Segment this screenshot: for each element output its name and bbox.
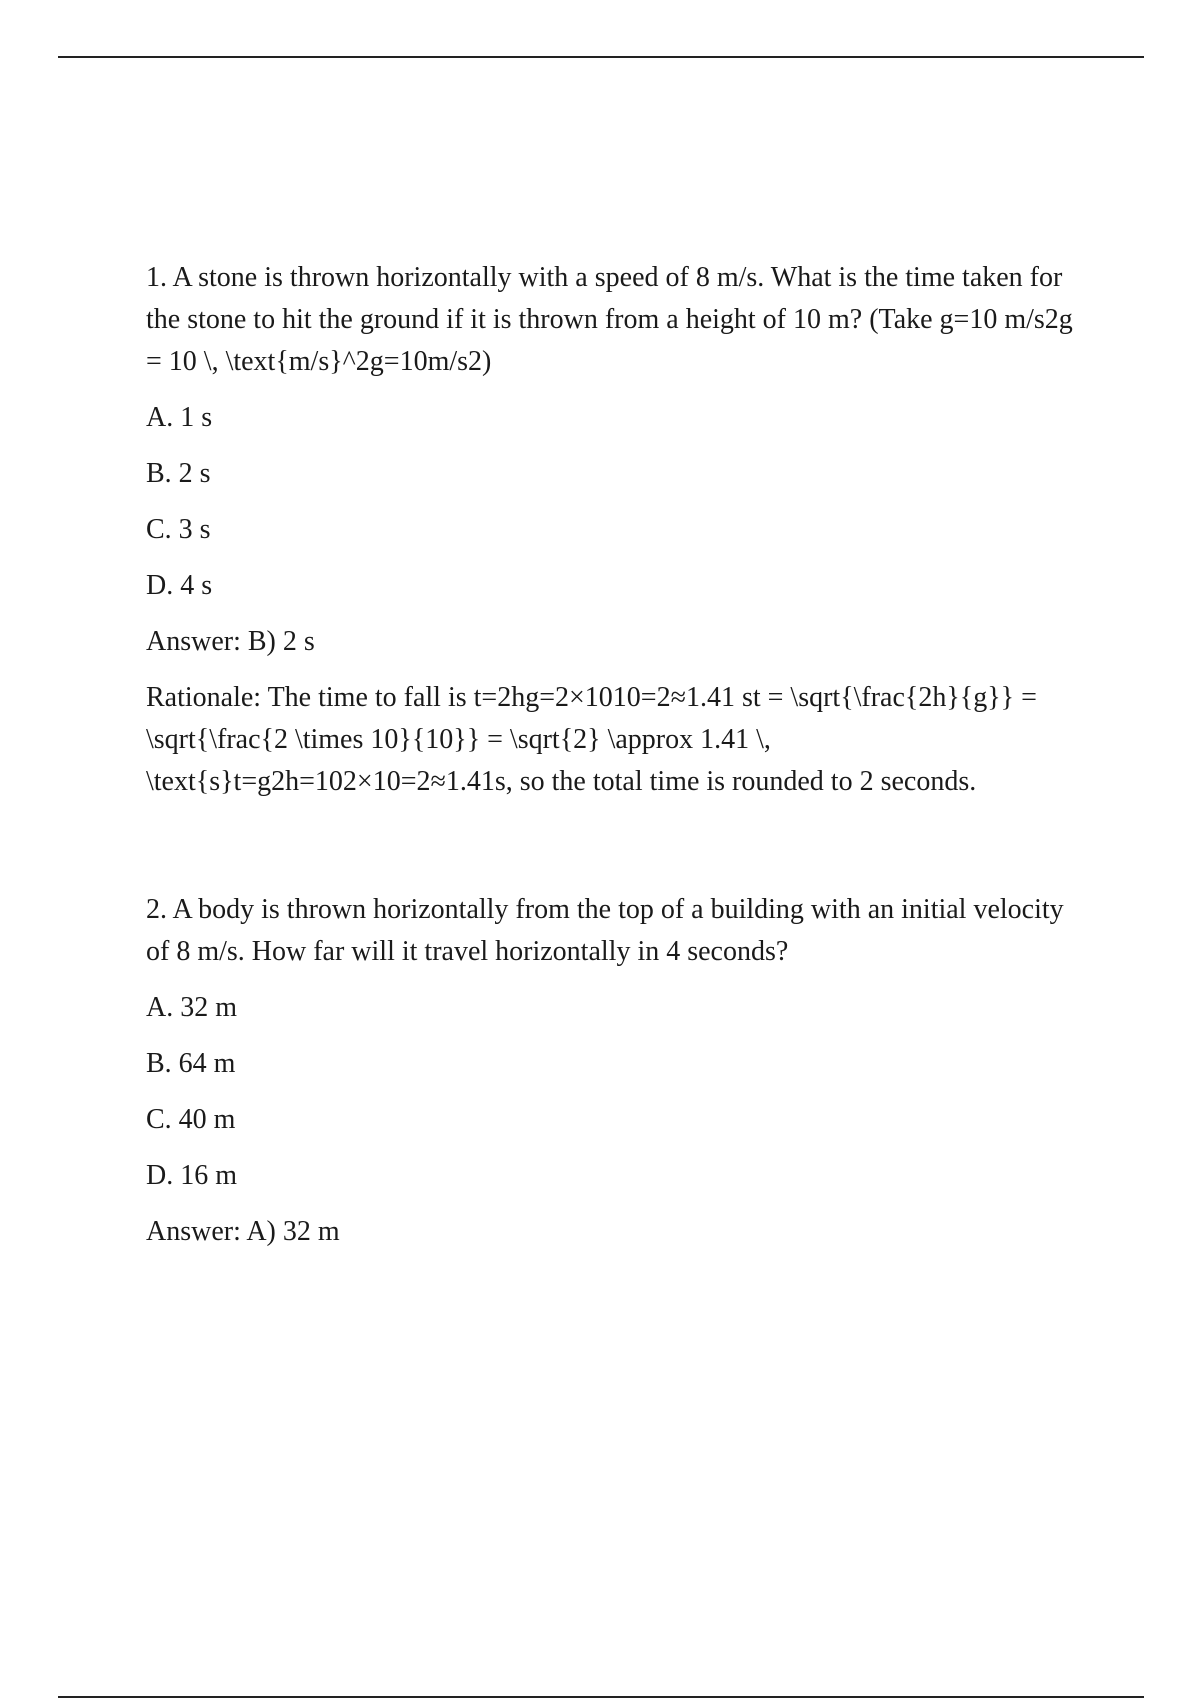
question-1 (146, 257, 1076, 803)
question-2-option-d: D. 16 m (146, 1160, 237, 1191)
question-1-answer: Answer: B) 2 s (146, 626, 315, 657)
question-2 (146, 889, 1076, 1253)
question-1-option-b: B. 2 s (146, 458, 211, 489)
question-1-text: 1. A stone is thrown horizontally with a speed of 8 m/s. What is the time taken for the stone to hit the ground if it is thrown from a height of 10 m? (Take g=10 m/s2g = 10 \, \text{m/s}^2g=10m/s2) (146, 262, 1073, 377)
document-body (146, 257, 1076, 1267)
top-rule (58, 56, 1144, 58)
question-1-option-c: C. 3 s (146, 514, 211, 545)
question-2-answer: Answer: A) 32 m (146, 1216, 340, 1247)
question-2-option-b: B. 64 m (146, 1048, 236, 1079)
question-2-option-a: A. 32 m (146, 992, 237, 1023)
question-1-option-a: A. 1 s (146, 402, 213, 433)
question-2-option-c: C. 40 m (146, 1104, 236, 1135)
question-1-rationale: Rationale: The time to fall is t=2hg=2×1010=2≈1.41 st = \sqrt{\frac{2h}{g}} = \sqrt{\frac{2 \times 10}{10}} = \sqrt{2} \approx 1.41 \, \text{s}t=g2h=102×10=2≈1.41s, so the total time is rounded to 2 seconds. (146, 682, 1037, 797)
question-1-option-d: D. 4 s (146, 570, 213, 601)
question-2-text: 2. A body is thrown horizontally from the top of a building with an initial velocity of 8 m/s. How far will it travel horizontally in 4 seconds? (146, 894, 1064, 967)
bottom-rule (58, 1696, 1144, 1698)
